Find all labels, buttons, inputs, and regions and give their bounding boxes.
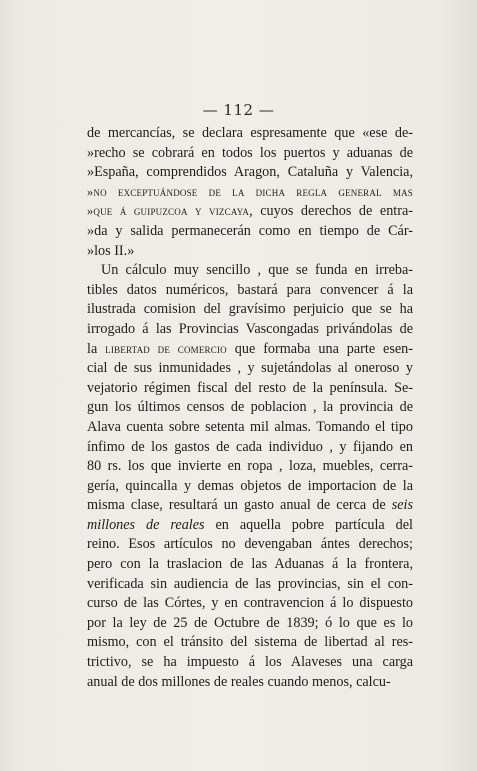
- text-line: [87, 477, 413, 497]
- text-line: [87, 379, 413, 399]
- text-segment: que formaba una parte esen-: [226, 340, 413, 357]
- text-segment: por la ley de 25 de Octubre de 1839; ó lo que es lo: [87, 614, 413, 631]
- text-segment: trictivo, se ha impuesto á los Alaveses una carga: [87, 654, 413, 671]
- italic-text: seis: [391, 497, 413, 514]
- text-line: [87, 575, 413, 595]
- text-line: [87, 320, 413, 340]
- text-segment: 80 rs. los que invierte en ropa , loza, muebles, cerra-: [87, 458, 413, 475]
- text-segment: Alava cuenta sobre setenta mil almas. Tomando el tipo: [87, 418, 413, 435]
- text-segment: irrogado á las Provincias Vascongadas privándolas de: [87, 320, 413, 337]
- small-caps-text: »que á guipuzcoa y vizcaya: [87, 204, 250, 219]
- text-segment: Un cálculo muy sencillo , que se funda en irreba-: [101, 262, 413, 279]
- text-line: [87, 281, 413, 301]
- text-segment: gun los últimos censos de poblacion , la provincia de: [87, 399, 413, 416]
- text-segment: »recho se cobrará en todos los puertos y aduanas de: [87, 144, 413, 161]
- text-segment: tibles datos numéricos, bastará para convencer á la: [87, 281, 413, 298]
- text-segment: de mercancías, se declara espresamente que «ese de-: [87, 125, 413, 141]
- text-line: [87, 124, 413, 144]
- text-line: [87, 516, 413, 536]
- text-segment: vejatorio régimen fiscal del resto de la península. Se-: [87, 379, 413, 396]
- text-segment: »los II.»: [87, 242, 135, 259]
- text-segment: curso de las Córtes, y en contravencion á lo dispuesto: [87, 595, 413, 612]
- text-line: [87, 555, 413, 575]
- text-segment: verificada sin audiencia de las provincias, sin el con-: [87, 575, 413, 592]
- small-caps-text: libertad de comercio: [105, 341, 227, 356]
- text-line: [87, 163, 413, 183]
- text-line: [87, 535, 413, 555]
- text-line: [87, 359, 413, 379]
- text-line: [87, 398, 413, 418]
- text-segment: cial de sus inmunidades , y sujetándolas al oneroso y: [87, 360, 413, 377]
- text-line: [87, 202, 413, 222]
- small-caps-text: »no exceptuándose de la dicha regla general mas: [87, 184, 413, 199]
- text-line: [87, 340, 413, 360]
- text-line: [87, 633, 413, 653]
- text-line: [87, 594, 413, 614]
- text-segment: ilustrada comision del gravísimo perjuicio que se ha: [87, 301, 413, 318]
- text-segment: misma clase, resultará un gasto anual de cerca de: [87, 497, 392, 514]
- text-line: [87, 183, 413, 203]
- text-segment: pero con la traslacion de las Aduanas á la frontera,: [87, 556, 413, 573]
- text-segment: anual de dos millones de reales cuando menos, calcu-: [87, 673, 391, 690]
- text-segment: , cuyos derechos de entra-: [249, 203, 413, 220]
- text-line: [87, 457, 413, 477]
- text-segment: ínfimo de los gastos de cada individuo , y fijando en: [87, 438, 413, 455]
- text-line: [87, 418, 413, 438]
- text-segment: mismo, con el tránsito del sistema de libertad al res-: [87, 634, 413, 651]
- text-line: [87, 242, 413, 262]
- italic-text: millones de reales: [87, 516, 205, 533]
- text-line: [87, 144, 413, 164]
- text-segment: en aquella pobre partícula del: [204, 516, 413, 533]
- text-line: [87, 261, 413, 281]
- text-line: [87, 438, 413, 458]
- text-line: [87, 300, 413, 320]
- body-text: [87, 124, 413, 692]
- page-number: — 112 —: [202, 101, 275, 119]
- text-segment: »España, comprendidos Aragon, Cataluña y Valencia,: [87, 164, 413, 181]
- text-line: [87, 673, 413, 693]
- text-line: [87, 222, 413, 242]
- text-line: [87, 653, 413, 673]
- text-line: [87, 496, 413, 516]
- text-segment: gería, quincalla y demas objetos de importacion de la: [87, 477, 413, 494]
- text-segment: reino. Esos artículos no devengaban ántes derechos;: [87, 536, 413, 553]
- text-line: [87, 614, 413, 634]
- text-segment: »da y salida permanecerán como en tiempo de Cár-: [87, 222, 413, 239]
- text-segment: la: [87, 340, 106, 357]
